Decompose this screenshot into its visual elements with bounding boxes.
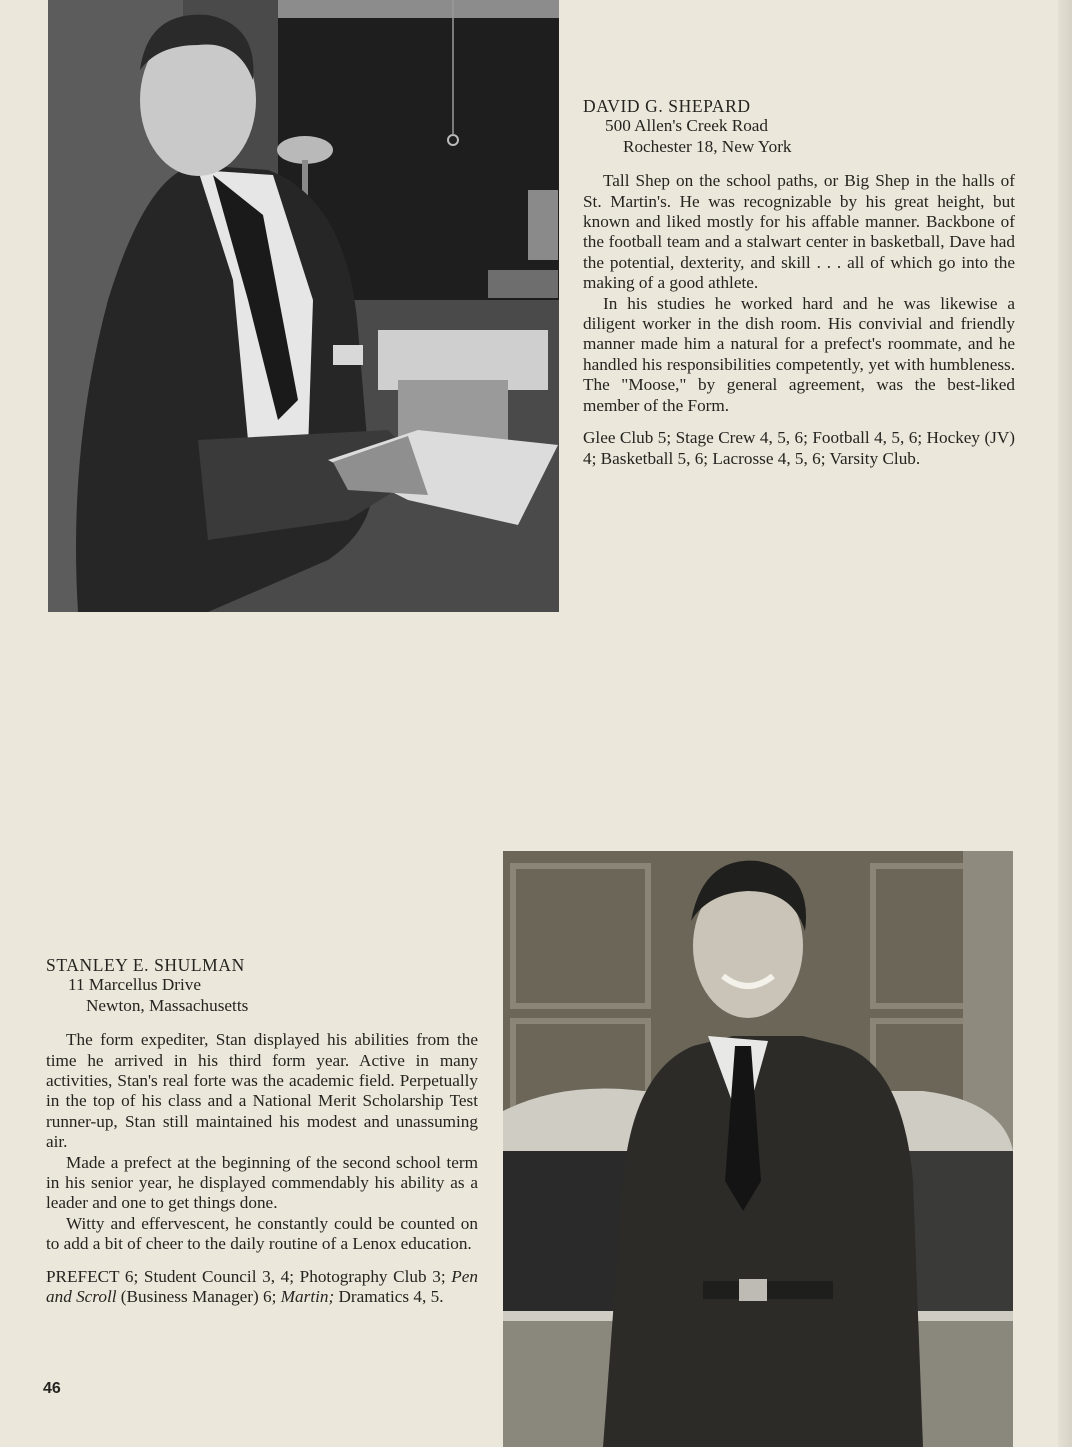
- activities-list: Glee Club 5; Stage Crew 4, 5, 6; Football 4, 5, 6; Hockey (JV) 4; Basketball 5, 6; Lacrosse 4, 5, 6; Varsity Club.: [583, 428, 1015, 468]
- address-city: Rochester 18, New York: [623, 136, 792, 156]
- activities-list: [46, 1267, 478, 1308]
- publication-name: Martin;: [280, 1287, 335, 1307]
- student-name: STANLEY E. SHULMAN: [46, 955, 245, 975]
- publication-name: Pen and Scroll: [46, 1266, 478, 1307]
- bio-paragraph: Tall Shep on the school paths, or Big Shep in the halls of St. Martin's. He was recognizable by his great height, but known and liked mostly for his affable manner. Backbone of the football team and a stalwart center in basketball, Dave had the potential, dexterity, and skill . . . all of which go into the making of a good athlete.: [583, 171, 1015, 293]
- biography: [583, 171, 1015, 416]
- portrait-photo-shepard: [48, 0, 559, 612]
- portrait-photo-shulman: [503, 851, 1013, 1447]
- biography: [46, 1030, 478, 1254]
- page-edge: [1058, 0, 1072, 1447]
- bio-paragraph: Witty and effervescent, he constantly could be counted on to add a bit of cheer to the daily routine of a Lenox education.: [46, 1213, 478, 1254]
- bio-paragraph: The form expediter, Stan displayed his abilities from the time he arrived in his third form year. Active in many activities, Stan's real forte was the academic field. Perpetually in the top of his class and a National Merit Scholarship Test runner-up, Stan still maintained his modest and unassuming air.: [46, 1030, 478, 1152]
- address-street: 500 Allen's Creek Road: [605, 116, 769, 136]
- activities-text: PREFECT 6; Student Council 3, 4; Photography Club 3;: [46, 1266, 452, 1286]
- activities-text: Dramatics 4, 5.: [334, 1287, 444, 1307]
- page-number: 46: [43, 1380, 61, 1397]
- address-street: 11 Marcellus Drive: [68, 975, 202, 995]
- entry-shulman: [46, 955, 478, 1308]
- activities-text: (Business Manager) 6;: [116, 1287, 281, 1307]
- entry-shepard: [583, 96, 1015, 469]
- bio-paragraph: Made a prefect at the beginning of the second school term in his senior year, he displayed commendably his ability as a leader and one to get things done.: [46, 1152, 478, 1213]
- student-name: DAVID G. SHEPARD: [583, 96, 751, 116]
- bio-paragraph: In his studies he worked hard and he was likewise a diligent worker in the dish room. His convivial and friendly manner made him a natural for a prefect's roommate, and he handled his responsibilities competently, yet with humbleness. The "Moose," by general agreement, was the best-liked member of the Form.: [583, 293, 1015, 415]
- address-city: Newton, Massachusetts: [86, 995, 249, 1015]
